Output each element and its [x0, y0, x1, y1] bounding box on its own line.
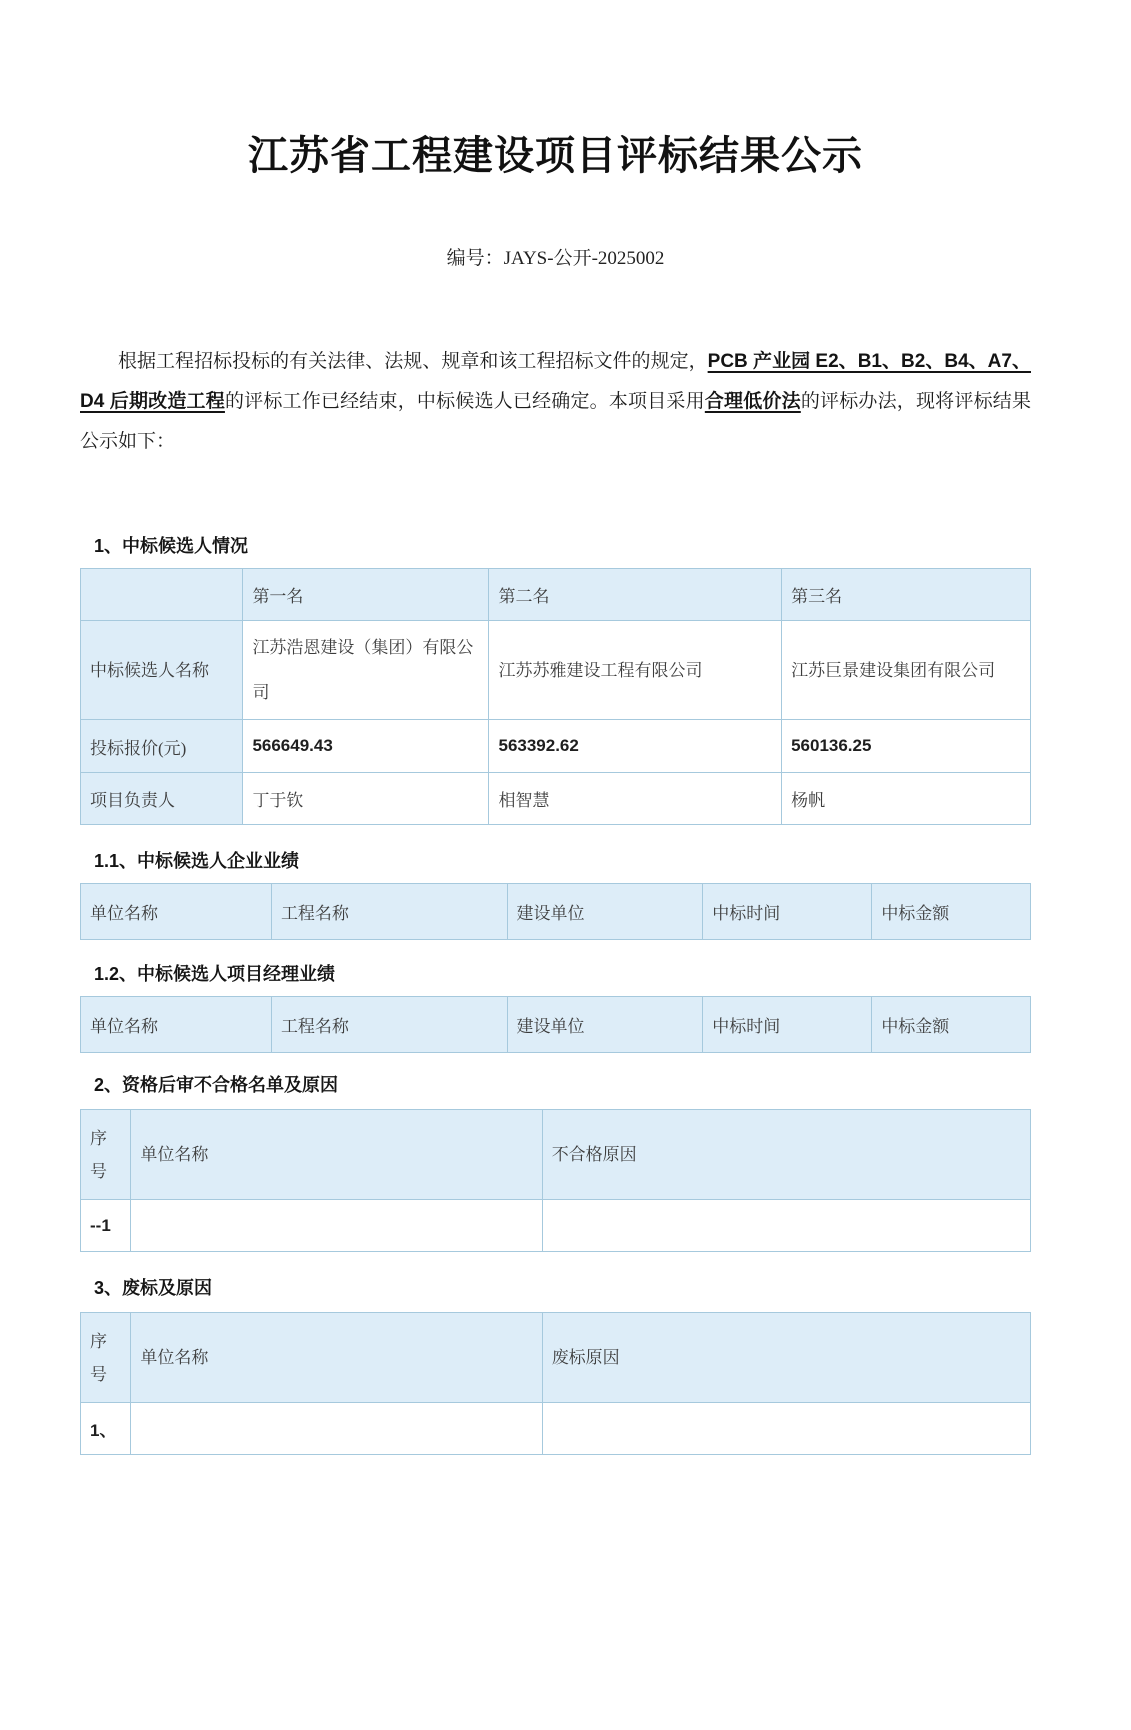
unit-name-cell: [131, 1200, 542, 1252]
table-row: [81, 1403, 1031, 1455]
company-performance-table: [80, 883, 1031, 940]
column-header-award-amount: 中标金额: [872, 997, 1031, 1053]
project-manager-2: 相智慧: [489, 773, 782, 825]
bid-price-3: 560136.25: [782, 720, 1031, 773]
evaluation-method-emphasis: 合理低价法: [704, 391, 801, 412]
table-row: [81, 1110, 1031, 1200]
column-header-unit-name: 单位名称: [131, 1313, 542, 1403]
table-row: [81, 569, 1031, 621]
column-header-rank1: 第一名: [243, 569, 489, 621]
reason-cell: [542, 1403, 1030, 1455]
section-heading-unqualified: 2、资格后审不合格名单及原因: [94, 1075, 339, 1095]
seq-cell: --1: [81, 1200, 131, 1252]
intro-middle-text: 的评标工作已经结束，中标候选人已经确定。本项目采用: [224, 391, 705, 412]
table-row: [81, 884, 1031, 940]
section-heading-candidates: 1、中标候选人情况: [94, 536, 249, 556]
intro-paragraph: [80, 342, 1031, 462]
project-manager-3: 杨帆: [782, 773, 1031, 825]
column-header-unqualified-reason: 不合格原因: [542, 1110, 1030, 1200]
column-header-seq: 序号: [81, 1313, 131, 1403]
candidate-name-3: 江苏巨景建设集团有限公司: [782, 621, 1031, 720]
unit-name-cell: [131, 1403, 542, 1455]
column-header-unit-name: 单位名称: [131, 1110, 542, 1200]
column-header-project-name: 工程名称: [271, 884, 507, 940]
candidate-name-1: 江苏浩恩建设（集团）有限公司: [243, 621, 489, 720]
column-header-rank3: 第三名: [782, 569, 1031, 621]
project-manager-1: 丁于钦: [243, 773, 489, 825]
section-heading-manager-performance: 1.2、中标候选人项目经理业绩: [94, 964, 336, 984]
table-row: [81, 621, 1031, 720]
row-label-project-manager: 项目负责人: [81, 773, 243, 825]
bid-price-1: 566649.43: [243, 720, 489, 773]
rejected-table: [80, 1312, 1031, 1455]
column-header-seq: 序号: [81, 1110, 131, 1200]
manager-performance-table: [80, 996, 1031, 1053]
column-header-rejected-reason: 废标原因: [542, 1313, 1030, 1403]
table-row: [81, 997, 1031, 1053]
table-row: [81, 1313, 1031, 1403]
column-header-construction-unit: 建设单位: [507, 997, 703, 1053]
column-header-award-amount: 中标金额: [872, 884, 1031, 940]
table-row: [81, 773, 1031, 825]
table-row: [81, 720, 1031, 773]
column-header-unit-name: 单位名称: [81, 884, 272, 940]
candidate-name-2: 江苏苏雅建设工程有限公司: [489, 621, 782, 720]
document-page: [0, 130, 1131, 1730]
column-header-unit-name: 单位名称: [81, 997, 272, 1053]
corner-cell: [81, 569, 243, 621]
intro-closing-text: 的评标办法，现将评标结果公示如下：: [80, 391, 1031, 452]
column-header-project-name: 工程名称: [271, 997, 507, 1053]
intro-opening-text: 根据工程招标投标的有关法律、法规、规章和该工程招标文件的规定，: [118, 351, 708, 372]
unqualified-table: [80, 1109, 1031, 1252]
row-label-bid-price: 投标报价(元): [81, 720, 243, 773]
doc-number: 编号：JAYS-公开-2025002: [446, 248, 665, 269]
project-name-emphasis: PCB 产业园 E2、B1、B2、B4、A7、D4 后期改造工程: [80, 351, 1031, 412]
seq-cell: 1、: [81, 1403, 131, 1455]
reason-cell: [542, 1200, 1030, 1252]
page-title: 江苏省工程建设项目评标结果公示: [248, 133, 863, 178]
row-label-candidate-name: 中标候选人名称: [81, 621, 243, 720]
column-header-award-time: 中标时间: [703, 884, 872, 940]
column-header-rank2: 第二名: [489, 569, 782, 621]
table-row: [81, 1200, 1031, 1252]
column-header-award-time: 中标时间: [703, 997, 872, 1053]
section-heading-rejected: 3、废标及原因: [94, 1278, 213, 1298]
column-header-construction-unit: 建设单位: [507, 884, 703, 940]
bid-price-2: 563392.62: [489, 720, 782, 773]
candidates-table: [80, 568, 1031, 825]
section-heading-company-performance: 1.1、中标候选人企业业绩: [94, 851, 300, 871]
